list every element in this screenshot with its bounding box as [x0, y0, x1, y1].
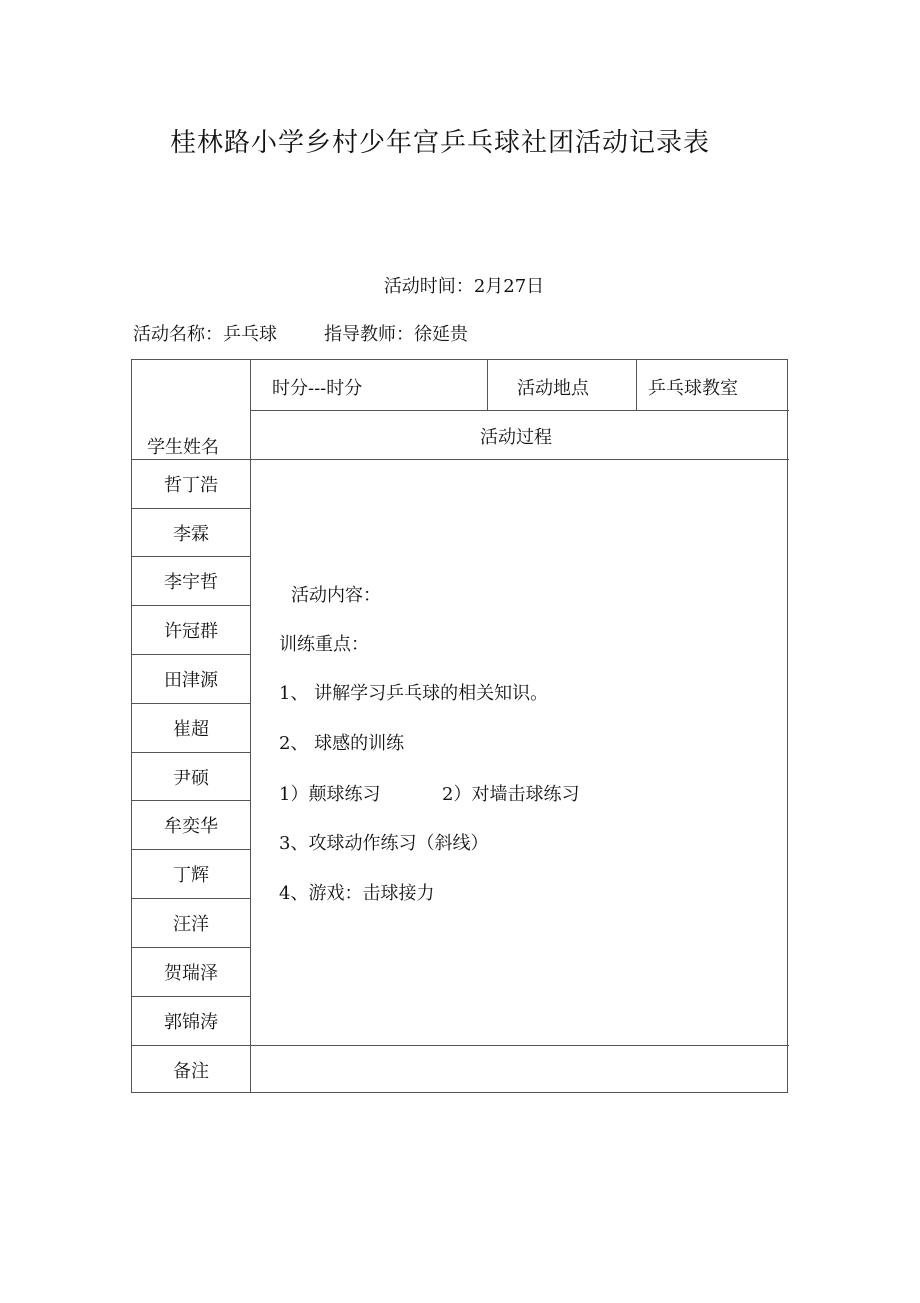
- student-name: 贺瑞泽: [164, 962, 218, 984]
- student-name: 丁辉: [173, 864, 209, 886]
- divider: [250, 410, 789, 411]
- time-cell: 时分---时分: [272, 378, 363, 399]
- student-name: 崔超: [173, 718, 209, 740]
- activity-date: [0, 272, 920, 298]
- page-title: 桂林路小学乡村少年宫乒乓球社团活动记录表: [169, 128, 710, 158]
- student-name: 牟奕华: [164, 815, 218, 837]
- content-heading: 活动内容：: [291, 585, 381, 606]
- student-name: 尹硕: [173, 767, 209, 789]
- date-value: 2月27日: [473, 276, 545, 297]
- remarks-label: 备注: [173, 1060, 209, 1082]
- location-label: 活动地点: [517, 378, 589, 399]
- divider: [636, 360, 637, 410]
- content-item-1: 1、 讲解学习乒乓球的相关知识。: [279, 683, 549, 704]
- content-item-2: 2、 球感的训练: [279, 733, 405, 754]
- activity-name-value: 乒乓球: [223, 324, 277, 345]
- teacher-value: 徐延贵: [414, 324, 468, 345]
- location-value: 乒乓球教室: [648, 378, 738, 399]
- process-header: 活动过程: [480, 427, 552, 448]
- content-item-4: 4、游戏：击球接力: [279, 883, 435, 904]
- student-name: 哲丁浩: [164, 474, 218, 496]
- content-item-3: 3、攻球动作练习（斜线）: [279, 833, 489, 854]
- content-item-2b: 2）对墙击球练习: [442, 784, 580, 805]
- student-name: 李宇哲: [164, 571, 218, 593]
- student-name: 田津源: [164, 669, 218, 691]
- activity-record-table: [131, 359, 788, 1093]
- content-item-2a: 1）颠球练习: [279, 784, 381, 805]
- divider: [487, 360, 488, 410]
- date-label: 活动时间：: [383, 276, 474, 297]
- student-name: 汪洋: [173, 913, 209, 935]
- teacher-label: 指导教师：: [324, 324, 414, 345]
- student-name: 李霖: [173, 523, 209, 545]
- student-name-header: 学生姓名: [147, 437, 219, 458]
- activity-name-label: 活动名称：: [133, 324, 223, 345]
- student-name: 许冠群: [164, 620, 218, 642]
- activity-meta: [133, 320, 468, 346]
- training-focus: 训练重点：: [279, 634, 369, 655]
- student-name: 郭锦涛: [164, 1011, 218, 1033]
- divider: [250, 360, 251, 1093]
